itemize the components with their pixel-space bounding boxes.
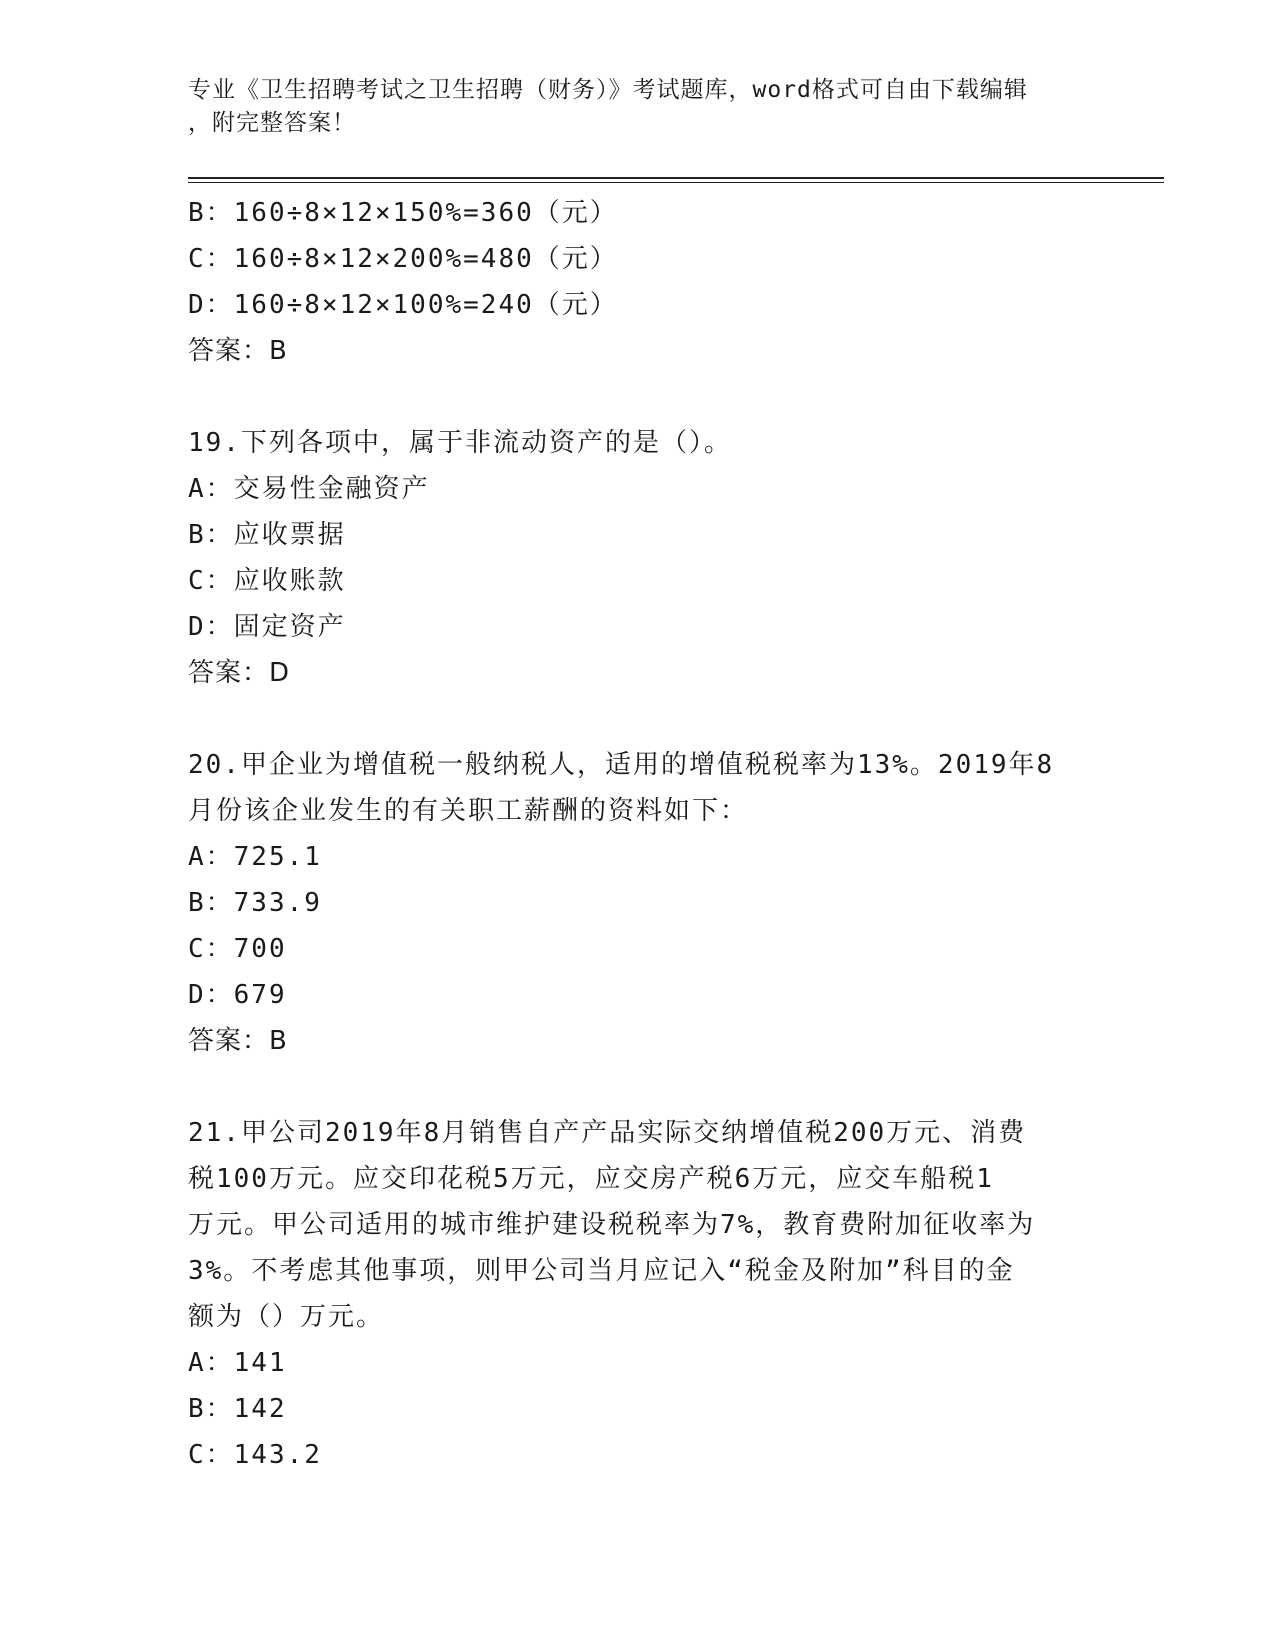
question-stem-line-5: 额为（）万元。 xyxy=(188,1302,385,1332)
option-b: B：733.9 xyxy=(188,888,322,918)
option-d: D：679 xyxy=(188,980,287,1010)
option-b: B：应收票据 xyxy=(188,520,346,550)
spacer xyxy=(188,696,1088,742)
question-21 xyxy=(188,1110,1088,1478)
option-a: A：交易性金融资产 xyxy=(188,474,430,504)
question-stem-line-2: 月份该企业发生的有关职工薪酬的资料如下： xyxy=(188,796,749,826)
question-stem-line-3: 万元。甲公司适用的城市维护建设税税率为7%，教育费附加征收率为 xyxy=(188,1210,1036,1240)
header-divider-thick xyxy=(188,177,1164,179)
option-b: B：142 xyxy=(188,1394,287,1424)
option-c: C：700 xyxy=(188,934,287,964)
option-b: B：160÷8×12×150%=360（元） xyxy=(188,198,618,228)
spacer xyxy=(188,374,1088,420)
question-stem: 19.下列各项中，属于非流动资产的是（）。 xyxy=(188,428,732,458)
option-a: A：725.1 xyxy=(188,842,322,872)
answer-line: 答案：B xyxy=(188,336,288,366)
spacer xyxy=(188,1064,1088,1110)
header-title-line-2: ，附完整答案！ xyxy=(188,110,356,136)
option-c: C：143.2 xyxy=(188,1440,322,1470)
answer-line: 答案：B xyxy=(188,1026,288,1056)
question-stem-line-4: 3%。不考虑其他事项，则甲公司当月应记入“税金及附加”科目的金 xyxy=(188,1256,1015,1286)
header-divider-thin xyxy=(188,182,1164,183)
document-header xyxy=(188,74,1088,140)
option-d: D：160÷8×12×100%=240（元） xyxy=(188,290,618,320)
question-20 xyxy=(188,742,1088,1064)
option-a: A：141 xyxy=(188,1348,287,1378)
option-c: C：应收账款 xyxy=(188,566,346,596)
question-19 xyxy=(188,420,1088,696)
question-stem-line-1: 21.甲公司2019年8月销售自产产品实际交纳增值税200万元、消费 xyxy=(188,1118,1027,1148)
question-content xyxy=(188,190,1088,1478)
header-title-line-1: 专业《卫生招聘考试之卫生招聘（财务）》考试题库，word格式可自由下载编辑 xyxy=(188,77,1028,103)
question-18-tail xyxy=(188,190,1088,374)
option-d: D：固定资产 xyxy=(188,612,346,642)
answer-line: 答案：D xyxy=(188,658,291,688)
question-stem-line-1: 20.甲企业为增值税一般纳税人，适用的增值税税率为13%。2019年8 xyxy=(188,750,1055,780)
question-stem-line-2: 税100万元。应交印花税5万元，应交房产税6万元，应交车船税1 xyxy=(188,1164,994,1194)
option-c: C：160÷8×12×200%=480（元） xyxy=(188,244,618,274)
